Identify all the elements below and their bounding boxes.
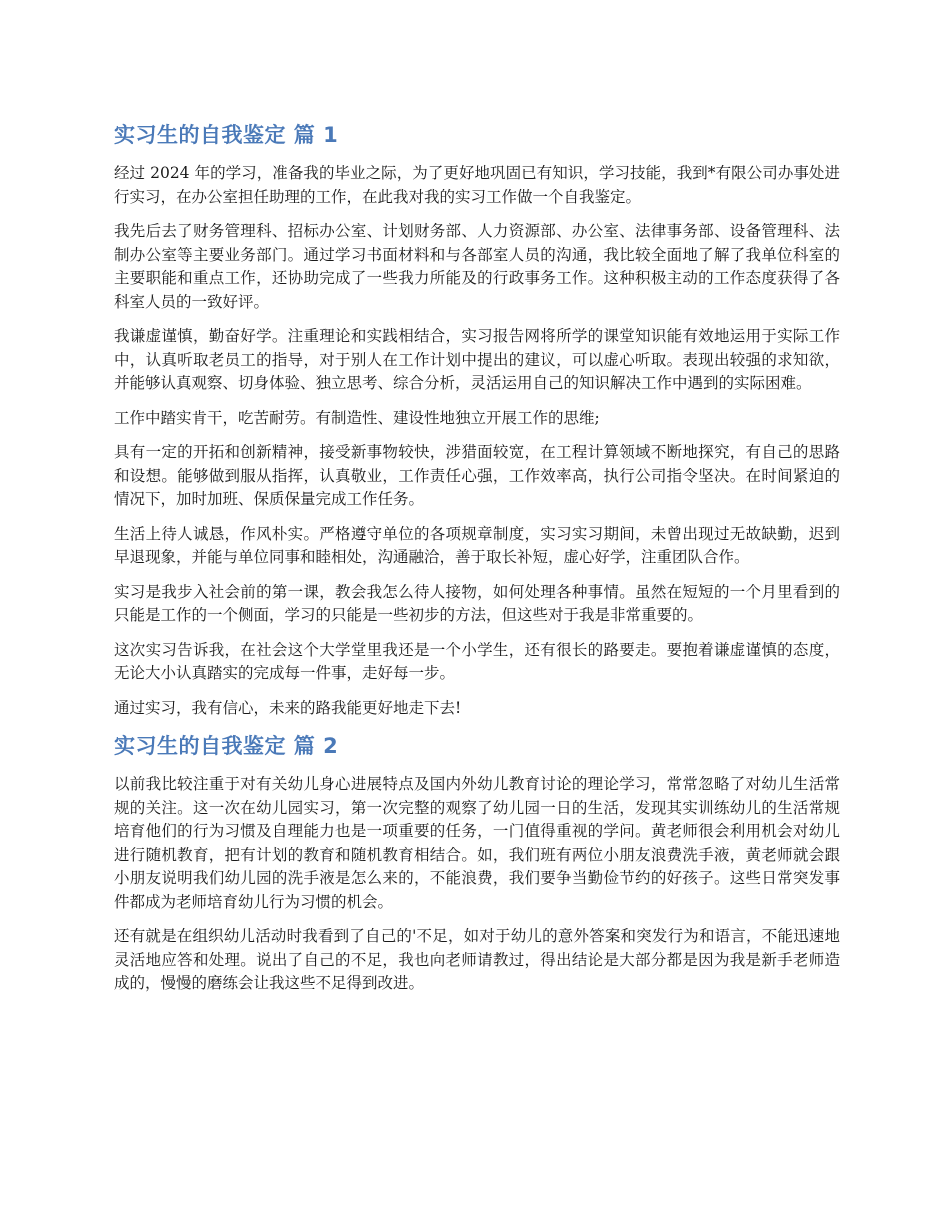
paragraph: 工作中踏实肯干，吃苦耐劳。有制造性、建设性地独立开展工作的思维; [114, 408, 600, 427]
paragraph: 经过 2024 年的学习，准备我的毕业之际，为了更好地巩固已有知识，学习技能，我到*有限公司办事处进行实习，在办公室担任助理的工作，在此我对我的实习工作做一个自我鉴定。 [114, 164, 840, 206]
paragraph: 实习是我步入社会前的第一课，教会我怎么待人接物，如何处理各种事情。虽然在短短的一个月里看到的只能是工作的一个侧面，学习的只能是一些初步的方法，但这些对于我是非常重要的。 [114, 582, 840, 624]
paragraph: 通过实习，我有信心，未来的路我能更好地走下去! [114, 698, 462, 717]
paragraph: 我先后去了财务管理科、招标办公室、计划财务部、人力资源部、办公室、法律事务部、设备管理科、法制办公室等主要业务部门。通过学习书面材料和与各部室人员的沟通，我比较全面地了解了我单位科室的主要职能和重点工作，还协助完成了一些我力所能及的行政事务工作。这种积极主动的工作态度获得了各科室人员的一致好评。 [114, 222, 840, 311]
document-page [114, 120, 840, 1007]
section-1 [114, 120, 840, 720]
section-2 [114, 731, 840, 996]
paragraph: 具有一定的开拓和创新精神，接受新事物较快，涉猎面较宽，在工程计算领域不断地探究，有自己的思路和设想。能够做到服从指挥，认真敬业，工作责任心强，工作效率高，执行公司指令坚决。在时间紧迫的情况下，加时加班、保质保量完成工作任务。 [114, 443, 840, 508]
section-title: 实习生的自我鉴定 篇 2 [114, 734, 339, 758]
paragraph: 我谦虚谨慎，勤奋好学。注重理论和实践相结合，实习报告网将所学的课堂知识能有效地运用于实际工作中，认真听取老员工的指导，对于别人在工作计划中提出的建议，可以虚心听取。表现出较强的求知欲，并能够认真观察、切身体验、独立思考、综合分析，灵活运用自己的知识解决工作中遇到的实际困难。 [114, 327, 840, 392]
paragraph: 以前我比较注重于对有关幼儿身心进展特点及国内外幼儿教育讨论的理论学习，常常忽略了对幼儿生活常规的关注。这一次在幼儿园实习，第一次完整的观察了幼儿园一日的生活，发现其实训练幼儿的生活常规培育他们的行为习惯及自理能力也是一项重要的任务，一门值得重视的学问。黄老师很会利用机会对幼儿进行随机教育，把有计划的教育和随机教育相结合。如，我们班有两位小朋友浪费洗手液，黄老师就会跟小朋友说明我们幼儿园的洗手液是怎么来的，不能浪费，我们要争当勤俭节约的好孩子。这些日常突发事件都成为老师培育幼儿行为习惯的机会。 [114, 775, 840, 911]
paragraph: 这次实习告诉我，在社会这个大学堂里我还是一个小学生，还有很长的路要走。要抱着谦虚谨慎的态度，无论大小认真踏实的完成每一件事，走好每一步。 [114, 640, 840, 682]
paragraph: 生活上待人诚恳，作风朴实。严格遵守单位的各项规章制度，实习实习期间，未曾出现过无故缺勤，迟到早退现象，并能与单位同事和睦相处，沟通融洽，善于取长补短，虚心好学，注重团队合作。 [114, 524, 840, 566]
paragraph: 还有就是在组织幼儿活动时我看到了自己的'不足，如对于幼儿的意外答案和突发行为和语言，不能迅速地灵活地应答和处理。说出了自己的不足，我也向老师请教过，得出结论是大部分都是因为我是新手老师造成的，慢慢的磨练会让我这些不足得到改进。 [114, 927, 840, 992]
section-title: 实习生的自我鉴定 篇 1 [114, 123, 339, 147]
